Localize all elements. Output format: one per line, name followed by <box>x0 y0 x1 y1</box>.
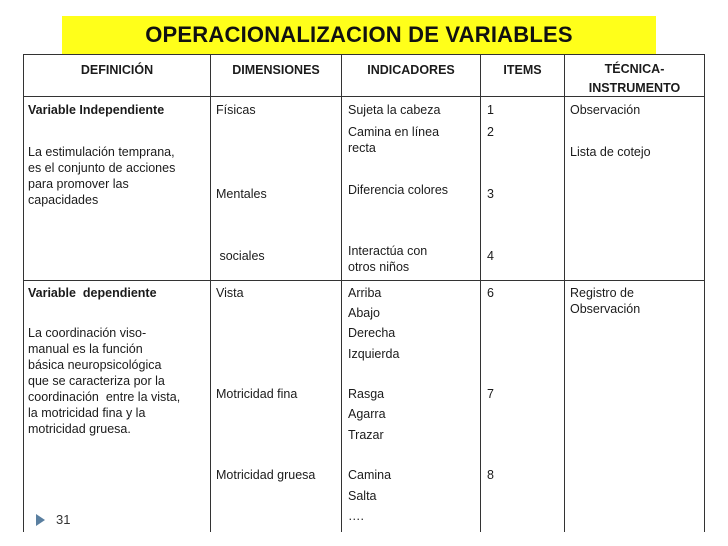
slide-title: OPERACIONALIZACION DE VARIABLES <box>62 16 656 54</box>
tec-lista-cotejo: Lista de cotejo <box>570 145 651 159</box>
grid-line <box>23 54 705 55</box>
ind-sujeta-cabeza: Sujeta la cabeza <box>348 103 441 117</box>
dim-sociales: sociales <box>216 249 265 263</box>
ind-izquierda: Izquierda <box>348 347 400 361</box>
grid-line <box>23 54 24 532</box>
dim-motricidad-gruesa: Motricidad gruesa <box>216 468 316 482</box>
grid-line <box>564 54 565 532</box>
var-dependiente-def: La coordinación viso- manual es la función básica neuropsicológica que se caracteriza por la coordinación entre la vista, la motricidad fina y la motricidad gruesa. <box>28 326 181 436</box>
tec-registro-observacion: Registro de Observación <box>570 286 641 316</box>
header-tecnica: TÉCNICA- INSTRUMENTO <box>588 62 681 95</box>
item-7: 7 <box>487 387 494 401</box>
slide-arrow-icon <box>36 514 45 526</box>
ind-agarra: Agarra <box>348 407 386 421</box>
dim-motricidad-fina: Motricidad fina <box>216 387 298 401</box>
page-number: 31 <box>56 512 71 527</box>
header-items: ITEMS <box>503 63 542 77</box>
grid-line <box>704 54 705 532</box>
item-8: 8 <box>487 468 494 482</box>
var-independiente-def: La estimulación temprana, es el conjunto de acciones para promover las capacidades <box>28 145 176 207</box>
header-indicadores: INDICADORES <box>367 63 455 77</box>
item-4: 4 <box>487 249 494 263</box>
ind-salta: Salta <box>348 489 377 503</box>
dim-mentales: Mentales <box>216 187 267 201</box>
header-dimensiones: DIMENSIONES <box>232 63 320 77</box>
ind-interactua: Interactúa con otros niños <box>348 244 428 274</box>
ind-camina-linea: Camina en línea recta <box>348 125 440 155</box>
item-1: 1 <box>487 103 494 117</box>
ind-camina: Camina <box>348 468 392 482</box>
var-independiente-title: Variable Independiente <box>28 103 165 117</box>
grid-line <box>341 54 342 532</box>
header-definicion: DEFINICIÓN <box>80 63 154 77</box>
var-dependiente-title: Variable dependiente <box>28 286 157 300</box>
ind-rasga: Rasga <box>348 387 385 401</box>
ind-derecha: Derecha <box>348 326 396 340</box>
item-3: 3 <box>487 187 494 201</box>
grid-line <box>23 280 705 281</box>
grid-line <box>210 54 211 532</box>
ind-ellipsis: …. <box>348 509 364 523</box>
item-6: 6 <box>487 286 494 300</box>
dim-vista: Vista <box>216 286 244 300</box>
item-2: 2 <box>487 125 494 139</box>
ind-diferencia-colores: Diferencia colores <box>348 183 449 197</box>
ind-abajo: Abajo <box>348 306 380 320</box>
ind-trazar: Trazar <box>348 428 384 442</box>
dim-fisicas: Físicas <box>216 103 256 117</box>
grid-line <box>480 54 481 532</box>
ind-arriba: Arriba <box>348 286 382 300</box>
tec-observacion: Observación <box>570 103 641 117</box>
